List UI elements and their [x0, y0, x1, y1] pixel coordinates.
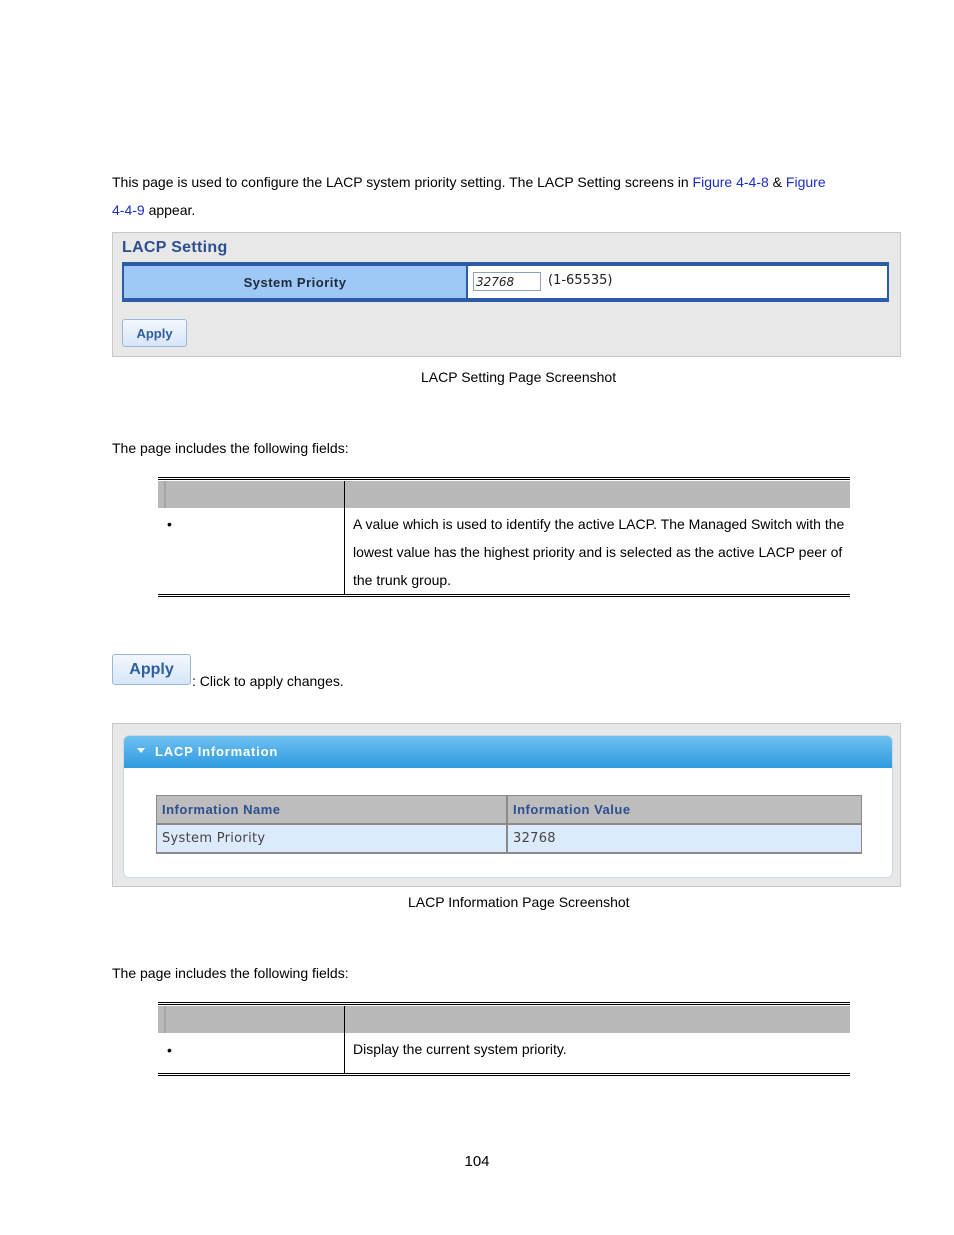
lacp-information-title: LACP Information	[155, 744, 279, 759]
intro-text-end: appear.	[144, 202, 196, 218]
lacp-information-table	[156, 795, 862, 854]
lacp-information-panel	[123, 735, 893, 878]
fields-intro-1: The page includes the following fields:	[112, 440, 349, 456]
header-divider	[344, 481, 345, 508]
apply-button-illustration: Apply	[112, 654, 191, 685]
cell-system-priority-value: 32768	[508, 825, 861, 852]
cell-system-priority-name: System Priority	[157, 825, 506, 852]
fields-table-2	[158, 1002, 850, 1078]
lacp-information-header[interactable]	[124, 736, 892, 768]
fields-intro-2: The page includes the following fields:	[112, 965, 349, 981]
system-priority-input[interactable]	[473, 272, 541, 291]
intro-paragraph	[112, 168, 832, 224]
lacp-information-screenshot	[112, 723, 901, 887]
table-bottom-rule	[158, 594, 850, 597]
table-row-description: Display the current system priority.	[353, 1041, 567, 1057]
page-number: 104	[464, 1153, 490, 1170]
lacp-setting-title: LACP Setting	[122, 239, 228, 256]
table-bottom-rule	[158, 1073, 850, 1076]
fields-table-1	[158, 477, 850, 598]
table-row-description: A value which is used to identify the active LACP. The Managed Switch with the lowest value has the highest priority and is selected as the active LACP peer of the trunk group.	[353, 516, 845, 588]
table-header	[158, 481, 850, 508]
apply-note-text: : Click to apply changes.	[192, 673, 344, 689]
figure-caption-lacp-setting: LACP Setting Page Screenshot	[421, 369, 617, 385]
column-divider	[344, 1033, 345, 1073]
header-cell-edge	[164, 1006, 166, 1033]
column-divider	[344, 508, 345, 595]
figure-link-4-4-9-b[interactable]: 4-4-9	[112, 202, 145, 218]
lacp-setting-screenshot	[112, 232, 901, 357]
column-header-information-value: Information Value	[508, 796, 861, 823]
lacp-setting-table	[122, 262, 889, 302]
figure-caption-lacp-information: LACP Information Page Screenshot	[408, 894, 630, 910]
table-top-rule	[158, 1002, 850, 1005]
table-top-rule	[158, 477, 850, 480]
apply-button[interactable]: Apply	[122, 319, 187, 347]
table-header	[158, 1006, 850, 1033]
ampersand: &	[768, 174, 786, 190]
intro-text: This page is used to configure the LACP system priority setting. The LACP Setting screens in	[112, 174, 693, 190]
header-cell-edge	[164, 481, 166, 508]
figure-link-4-4-8[interactable]: Figure 4-4-8	[692, 174, 769, 190]
collapse-arrow-icon[interactable]	[137, 748, 145, 753]
header-divider	[344, 1006, 345, 1033]
column-header-information-name: Information Name	[157, 796, 506, 823]
system-priority-value-cell	[468, 266, 887, 298]
table-row-bullet: •	[167, 1042, 172, 1058]
figure-link-4-4-9-a[interactable]: Figure	[785, 174, 826, 190]
system-priority-range: (1-65535)	[548, 273, 613, 288]
table-row-bullet: •	[167, 516, 172, 532]
system-priority-label: System Priority	[124, 266, 466, 298]
